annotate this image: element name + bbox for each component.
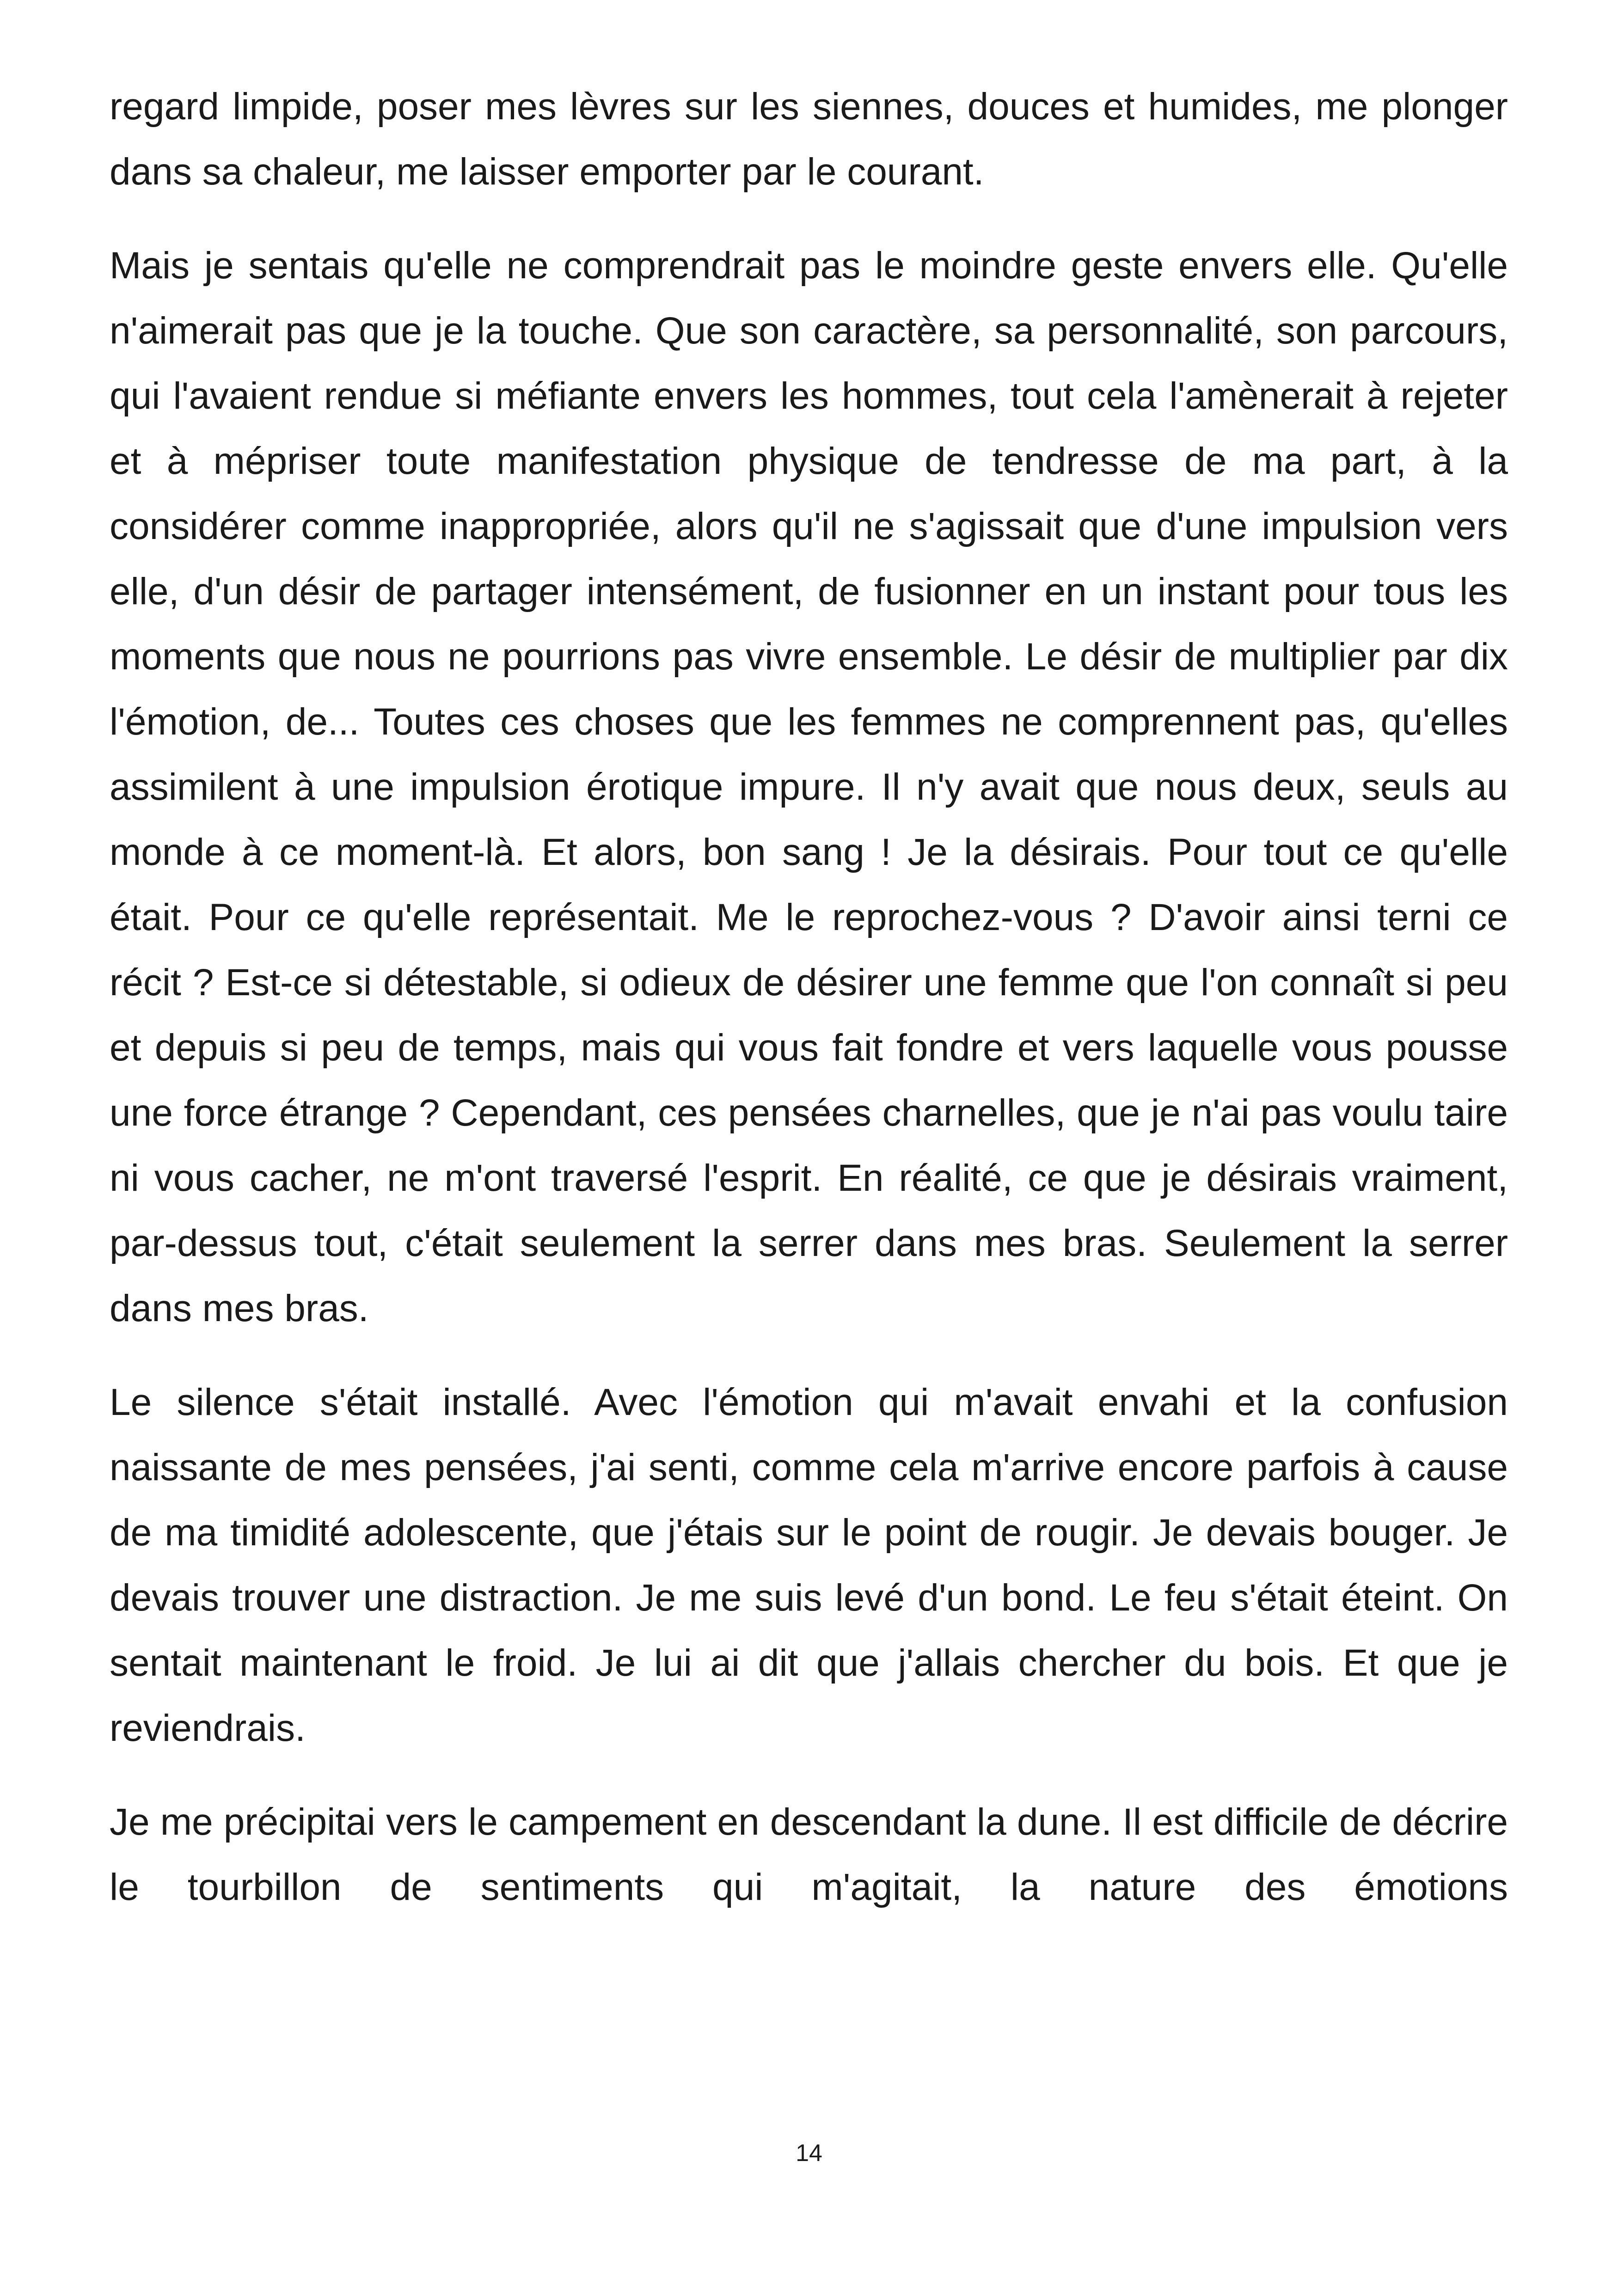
body-text bbox=[110, 74, 1508, 1948]
paragraph-2: Mais je sentais qu'elle ne comprendrait pas le moindre geste envers elle. Qu'elle n'aimerait pas que je la touche. Que son caractère, sa personnalité, son parcours, qui l'avaient rendue si méfiante envers les hommes, tout cela l'amènerait à rejeter et à mépriser toute manifestation physique de tendresse de ma part, à la considérer comme inappropriée, alors qu'il ne s'agissait que d'une impulsion vers elle, d'un désir de partager intensément, de fusionner en un instant pour tous les moments que nous ne pourrions pas vivre ensemble. Le désir de multiplier par dix l'émotion, de... Toutes ces choses que les femmes ne comprennent pas, qu'elles assimilent à une impulsion érotique impure. Il n'y avait que nous deux, seuls au monde à ce moment-là. Et alors, bon sang ! Je la désirais. Pour tout ce qu'elle était. Pour ce qu'elle représentait. Me le reprochez-vous ? D'avoir ainsi terni ce récit ? Est-ce si détestable, si odieux de désirer une femme que l'on connaît si peu et depuis si peu de temps, mais qui vous fait fondre et vers laquelle vous pousse une force étrange ? Cependant, ces pensées charnelles, que je n'ai pas voulu taire ni vous cacher, ne m'ont traversé l'esprit. En réalité, ce que je désirais vraiment, par-dessus tout, c'était seulement la serrer dans mes bras. Seulement la serrer dans mes bras. bbox=[110, 245, 1508, 1329]
page-number: 14 bbox=[796, 2140, 822, 2167]
paragraph-4: Je me précipitai vers le campement en descendant la dune. Il est difficile de décrire le tourbillon de sentiments qui m'agitait, la nature des émotions bbox=[110, 1801, 1508, 1908]
paragraph-3: Le silence s'était installé. Avec l'émotion qui m'avait envahi et la confusion naissante de mes pensées, j'ai senti, comme cela m'arrive encore parfois à cause de ma timidité adolescente, que j'étais sur le point de rougir. Je devais bouger. Je devais trouver une distraction. Je me suis levé d'un bond. Le feu s'était éteint. On sentait maintenant le froid. Je lui ai dit que j'allais chercher du bois. Et que je reviendrais. bbox=[110, 1381, 1508, 1749]
paragraph-1: regard limpide, poser mes lèvres sur les siennes, douces et humides, me plonger dans sa chaleur, me laisser emporter par le courant. bbox=[110, 86, 1508, 193]
